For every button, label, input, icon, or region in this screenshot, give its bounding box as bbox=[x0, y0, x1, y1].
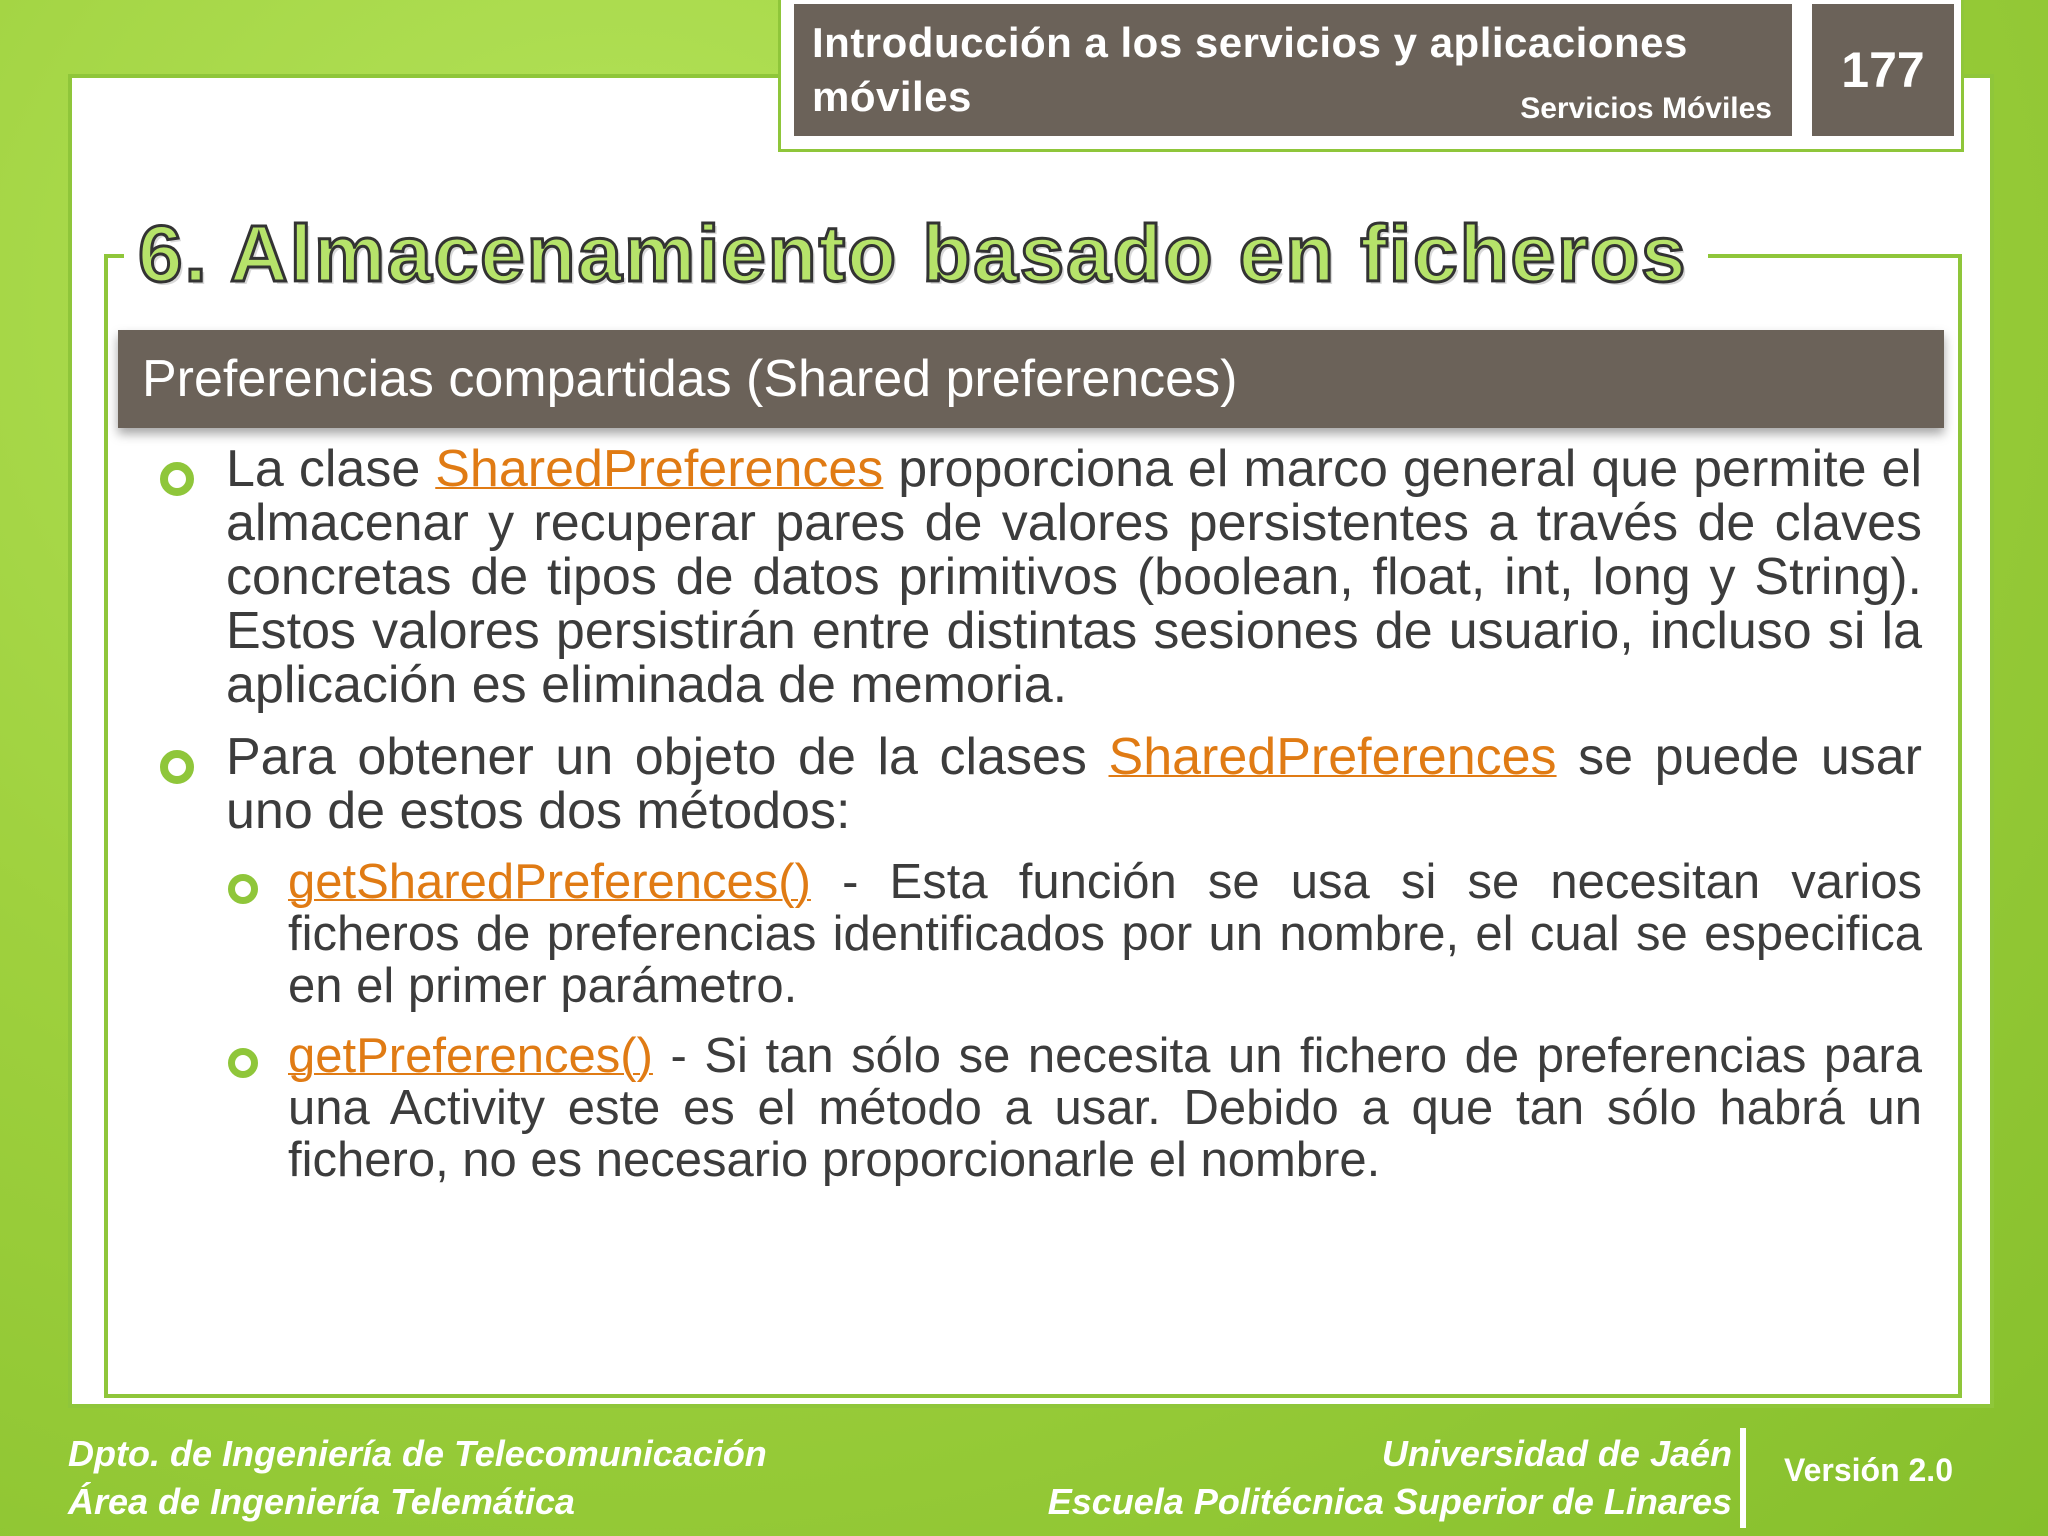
sub-bullet-text bbox=[288, 1030, 1922, 1186]
header-title-block bbox=[794, 4, 1792, 136]
footer-right bbox=[1048, 1430, 1732, 1526]
sub-bullet-text bbox=[288, 856, 1922, 1012]
department-name: Dpto. de Ingeniería de Telecomunicación bbox=[68, 1433, 767, 1474]
bullet-text bbox=[226, 730, 1922, 838]
sharedpreferences-link[interactable]: SharedPreferences bbox=[1108, 728, 1557, 786]
ring-bullet-icon bbox=[160, 750, 194, 784]
frame-top-right-segment bbox=[1708, 254, 1962, 258]
bullet-post-text: proporciona el marco general que permite el almacenar y recuperar pares de valores persistentes a través de claves concretas de tipos de datos primitivos (boolean, float, int, long y String). Estos valores persistirán entre distintas sesiones de usuario, incluso si la aplicación es eliminada de memoria. bbox=[226, 440, 1922, 714]
sub-bullet-item bbox=[228, 1030, 1922, 1186]
university-name: Universidad de Jaén bbox=[1381, 1433, 1732, 1474]
ring-bullet-icon bbox=[160, 462, 194, 496]
sharedpreferences-link[interactable]: SharedPreferences bbox=[435, 440, 884, 498]
sub-bullet-post-text: - Si tan sólo se necesita un fichero de preferencias para una Activity este es el método a usar. Debido a que tan sólo habrá un fichero, no es necesario proporcionarle el nombre. bbox=[288, 1029, 1922, 1187]
frame-top-left-segment bbox=[104, 254, 124, 258]
version-label: Versión 2.0 bbox=[1784, 1452, 1953, 1488]
footer-divider bbox=[1740, 1428, 1746, 1528]
bullet-item bbox=[160, 730, 1922, 838]
page-number: 177 bbox=[1812, 4, 1954, 136]
bullet-text bbox=[226, 442, 1922, 712]
slide-title: 6. Almacenamiento basado en ficheros bbox=[138, 209, 1688, 298]
bullet-pre-text: Para obtener un objeto de la clases bbox=[226, 728, 1109, 786]
section-title: Preferencias compartidas (Shared preferences) bbox=[142, 350, 1238, 408]
area-name: Área de Ingeniería Telemática bbox=[68, 1481, 575, 1522]
content-body bbox=[160, 442, 1922, 1204]
footer-left bbox=[68, 1430, 767, 1526]
ring-bullet-icon bbox=[228, 874, 258, 904]
bullet-pre-text: La clase bbox=[226, 440, 436, 498]
getsharedpreferences-link[interactable]: getSharedPreferences() bbox=[288, 855, 811, 909]
sub-bullet-post-text: - Esta función se usa si se necesitan varios ficheros de preferencias identificados por un nombre, el cual se especifica en el primer parámetro. bbox=[288, 855, 1922, 1013]
sub-bullet-item bbox=[228, 856, 1922, 1012]
section-bar bbox=[118, 330, 1944, 428]
course-subtitle: Servicios Móviles bbox=[1520, 92, 1772, 125]
ring-bullet-icon bbox=[228, 1048, 258, 1078]
school-name: Escuela Politécnica Superior de Linares bbox=[1047, 1481, 1732, 1522]
getpreferences-link[interactable]: getPreferences() bbox=[288, 1029, 653, 1083]
bullet-post-text: se puede usar uno de estos dos métodos: bbox=[226, 728, 1922, 840]
bullet-item bbox=[160, 442, 1922, 712]
course-title: Introducción a los servicios y aplicaciones móviles bbox=[812, 19, 1688, 120]
sub-bullet-list bbox=[228, 856, 1922, 1186]
